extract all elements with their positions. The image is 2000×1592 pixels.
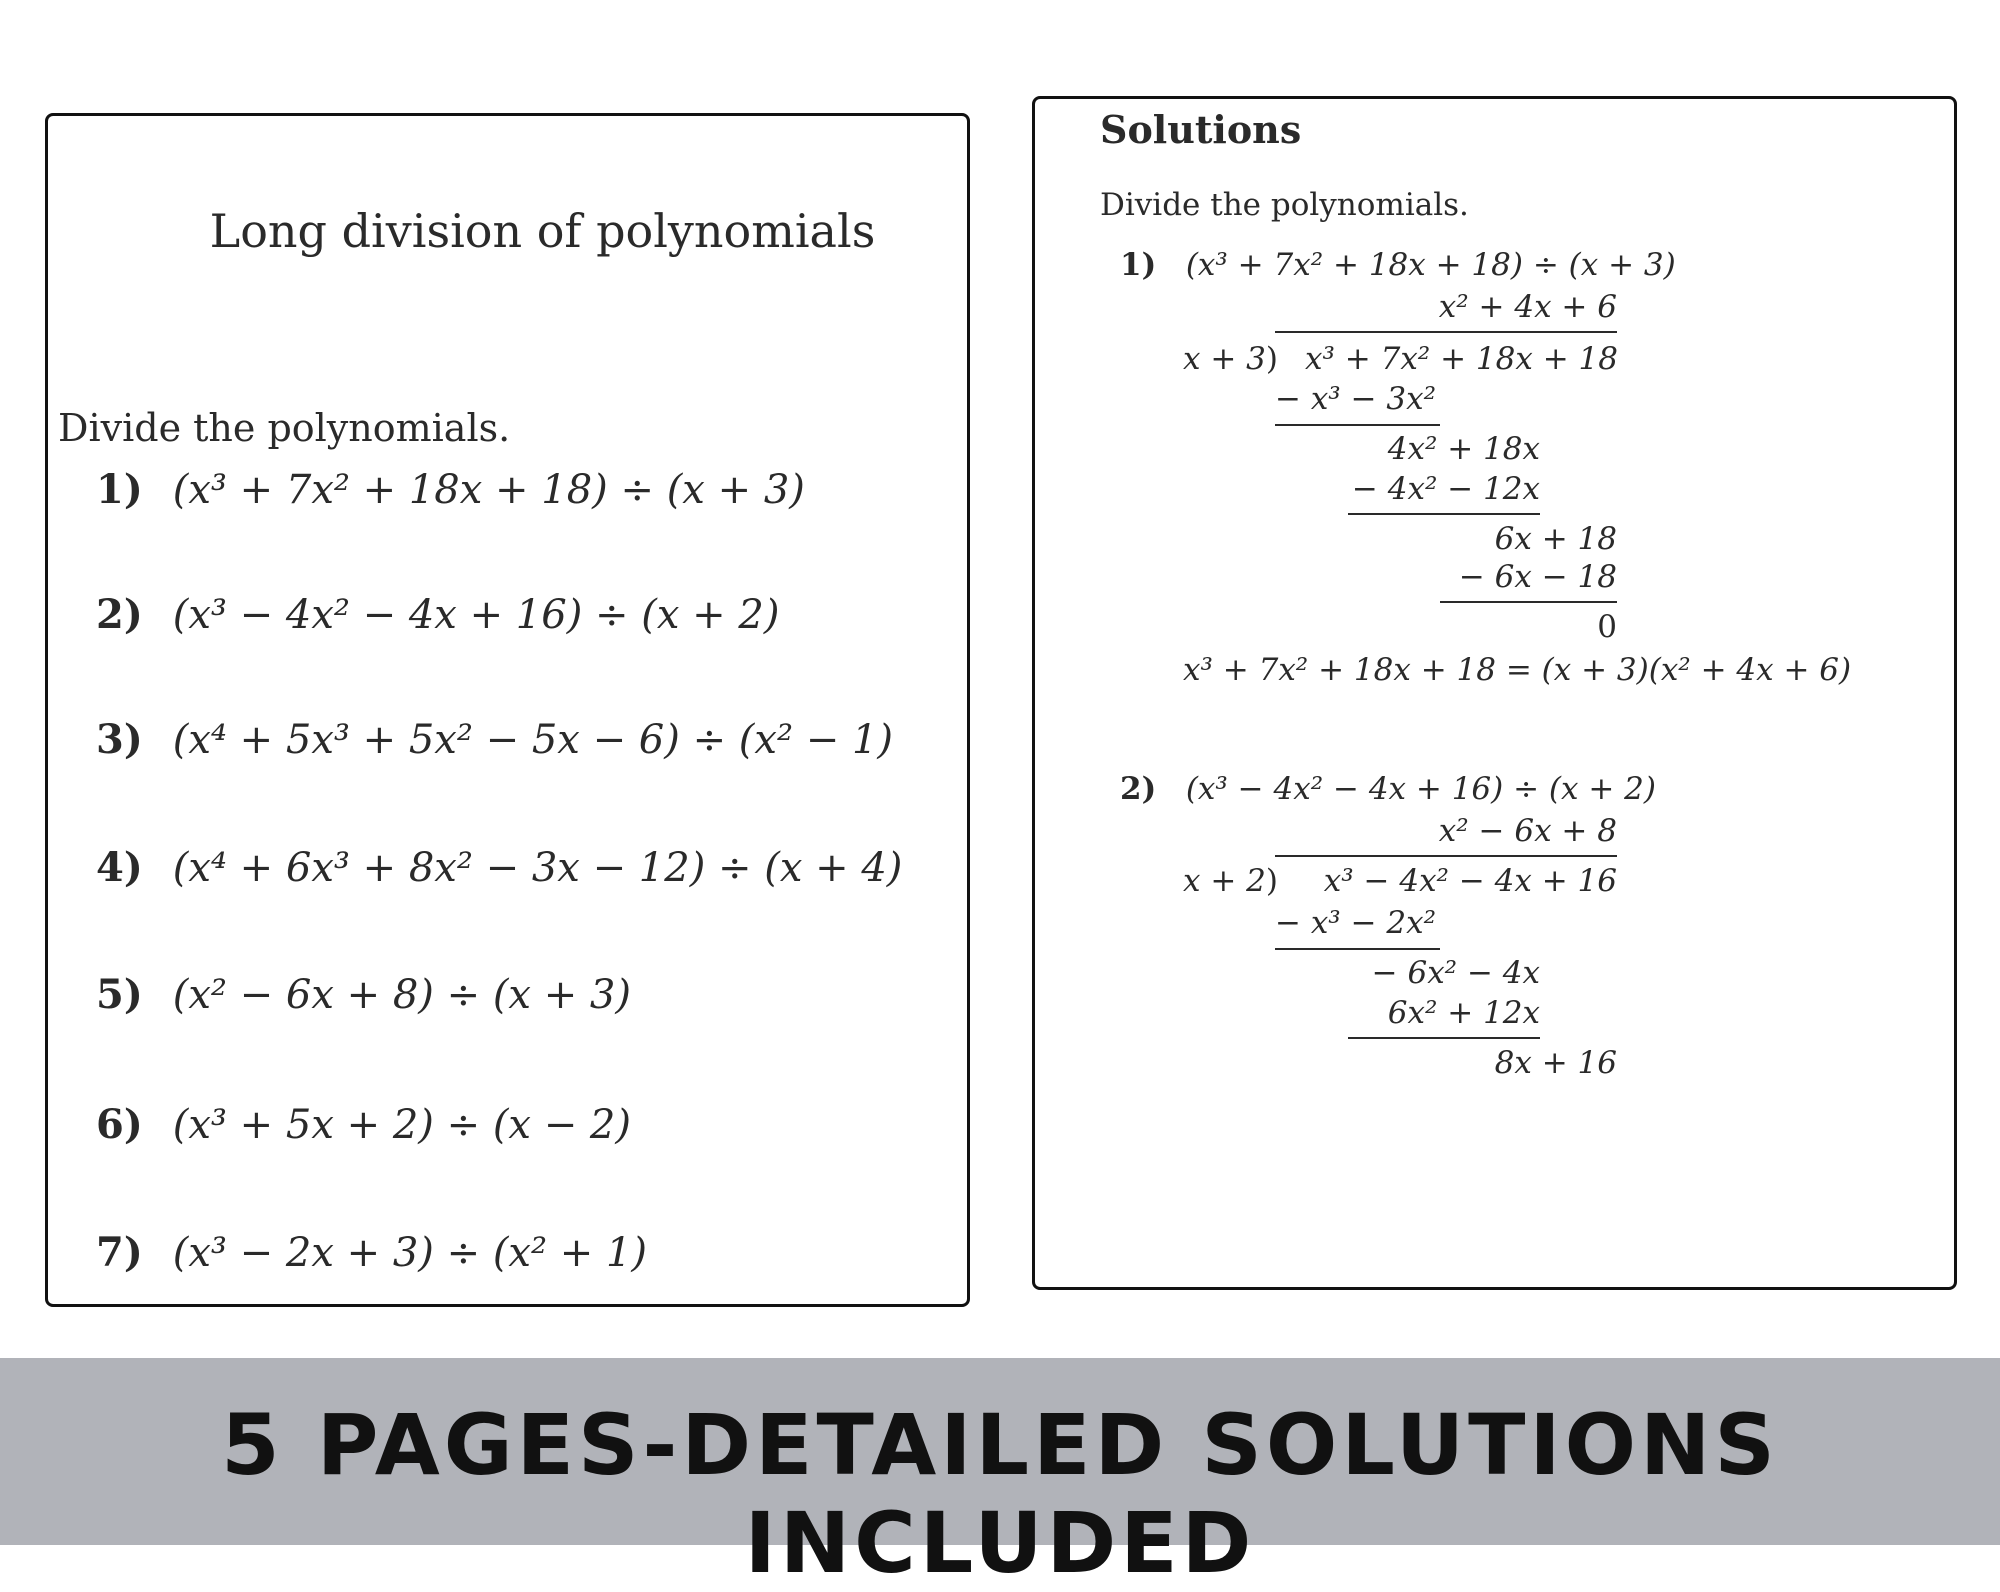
solution-1-step5: − 6x − 18: [1458, 559, 1617, 595]
step-bar: [1440, 601, 1617, 603]
problem-number: 7): [96, 1229, 143, 1276]
problem-2: [96, 591, 779, 638]
problem-number: 5): [96, 971, 143, 1018]
worksheet-page: [45, 113, 970, 1307]
solution-2-step2: − 6x² − 4x: [1371, 955, 1540, 991]
problem-1: [96, 466, 805, 513]
problem-expression: (x⁴ + 6x³ + 8x² − 3x − 12) ÷ (x + 4): [172, 845, 903, 891]
step-bar: [1275, 948, 1440, 950]
problem-number: 4): [96, 844, 143, 891]
problem-3: [96, 716, 893, 763]
banner-text: 5 PAGES-DETAILED SOLUTIONS INCLUDED: [221, 1396, 1779, 1592]
solution-2-quotient: x² − 6x + 8: [1438, 813, 1617, 849]
solution-1-divisor: [1183, 341, 1278, 377]
problem-number: 3): [96, 716, 143, 763]
solution-problem: (x³ − 4x² − 4x + 16) ÷ (x + 2): [1185, 771, 1657, 807]
solution-1-header: [1120, 247, 1676, 283]
solutions-instruction: Divide the polynomials.: [1100, 187, 1469, 223]
solution-2-header: [1120, 771, 1656, 807]
problem-number: 1): [96, 466, 143, 513]
solution-2-divisor: [1183, 863, 1278, 899]
division-bar: [1275, 855, 1617, 857]
division-bracket: ): [1265, 341, 1278, 377]
solution-1-dividend: x³ + 7x² + 18x + 18: [1305, 341, 1618, 377]
solution-1-step3: − 4x² − 12x: [1351, 471, 1540, 507]
solution-problem: (x³ + 7x² + 18x + 18) ÷ (x + 3): [1185, 247, 1676, 283]
division-bracket: ): [1265, 863, 1278, 899]
solution-number: 2): [1120, 771, 1157, 807]
divisor: x + 3: [1183, 341, 1266, 377]
problem-number: 6): [96, 1101, 143, 1148]
step-bar: [1348, 1037, 1540, 1039]
problem-5: [96, 971, 631, 1018]
division-bar: [1275, 331, 1617, 333]
solutions-title: Solutions: [1100, 107, 1302, 152]
solution-2-step4: 8x + 16: [1494, 1045, 1617, 1081]
solution-1-step4: 6x + 18: [1494, 521, 1617, 557]
problem-expression: (x³ + 5x + 2) ÷ (x − 2): [172, 1102, 631, 1148]
solution-2-dividend: x³ − 4x² − 4x + 16: [1323, 863, 1617, 899]
step-bar: [1348, 513, 1540, 515]
solution-1-step2: 4x² + 18x: [1387, 431, 1540, 467]
solution-2-step3: 6x² + 12x: [1387, 995, 1540, 1031]
promo-banner: [0, 1358, 2000, 1592]
solution-1-quotient: x² + 4x + 6: [1438, 289, 1617, 325]
worksheet-instruction: Divide the polynomials.: [58, 406, 511, 450]
solution-number: 1): [1120, 247, 1157, 283]
worksheet-title: Long division of polynomials: [209, 204, 876, 258]
divisor: x + 2: [1183, 863, 1266, 899]
problem-expression: (x³ + 7x² + 18x + 18) ÷ (x + 3): [172, 467, 805, 513]
problem-expression: (x² − 6x + 8) ÷ (x + 3): [172, 972, 631, 1018]
problem-number: 2): [96, 591, 143, 638]
problem-4: [96, 844, 902, 891]
solution-2-step1: − x³ − 2x²: [1275, 905, 1437, 941]
problem-expression: (x³ − 4x² − 4x + 16) ÷ (x + 2): [172, 592, 780, 638]
solution-1-remainder: 0: [1597, 609, 1617, 645]
problem-6: [96, 1101, 631, 1148]
problem-expression: (x³ − 2x + 3) ÷ (x² + 1): [172, 1230, 648, 1276]
problem-7: [96, 1229, 647, 1276]
solution-1-result: x³ + 7x² + 18x + 18 = (x + 3)(x² + 4x + 6): [1183, 652, 1852, 688]
solution-1-step1: − x³ − 3x²: [1275, 381, 1437, 417]
solutions-page: [1032, 96, 1957, 1290]
problem-expression: (x⁴ + 5x³ + 5x² − 5x − 6) ÷ (x² − 1): [172, 717, 893, 763]
step-bar: [1275, 424, 1440, 426]
